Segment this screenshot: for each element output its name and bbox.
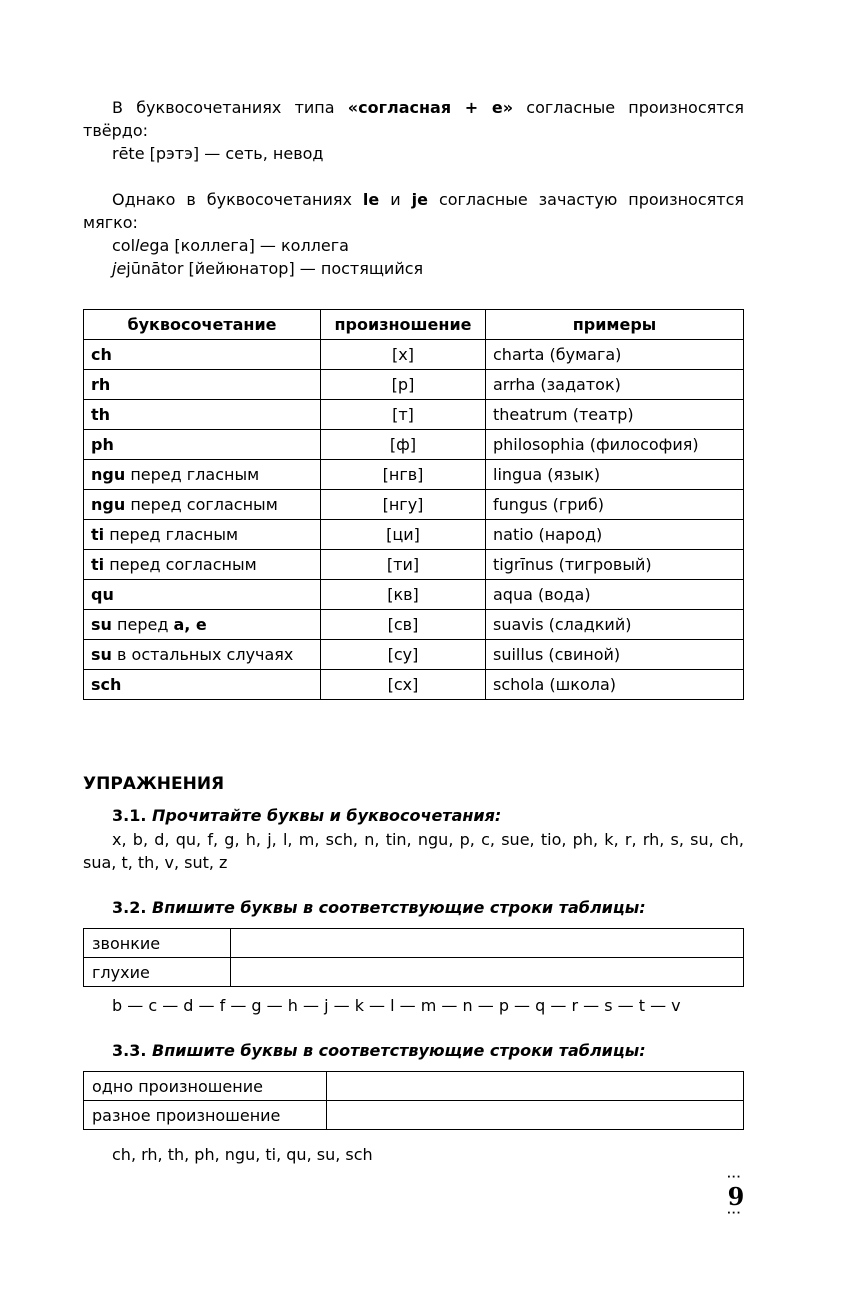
cell-combination	[84, 490, 321, 520]
exercise-number: 3.1.	[112, 806, 147, 825]
bold-text: «согласная + e»	[347, 98, 514, 117]
cell-combination	[84, 400, 321, 430]
combination-letters: su	[91, 645, 112, 664]
cell-pronunciation: [р]	[321, 370, 486, 400]
page-number-dots-top: ···	[727, 1172, 742, 1183]
text: jūnātor [йейюнатор] — постящийся	[126, 259, 424, 278]
row-label-varied: разное произношение	[84, 1101, 327, 1130]
letter-combinations-table	[83, 309, 744, 700]
cell-example: arrha (задаток)	[486, 370, 744, 400]
cell-example: tigrīnus (тигровый)	[486, 550, 744, 580]
example-collega	[112, 234, 349, 257]
page-number-dots-bottom: ···	[727, 1208, 742, 1219]
text: и	[379, 190, 412, 209]
cell-combination	[84, 550, 321, 580]
combination-letters: th	[91, 405, 111, 424]
combination-letters: ngu	[91, 465, 126, 484]
table-row	[84, 670, 744, 700]
text: согласные произносятся твёрдо:	[83, 98, 745, 140]
cell-pronunciation: [ци]	[321, 520, 486, 550]
exercise-3-3-title	[112, 1041, 646, 1060]
answer-cell-voiced[interactable]	[231, 929, 744, 958]
exercise-number: 3.3.	[112, 1041, 147, 1060]
cell-pronunciation: [кв]	[321, 580, 486, 610]
cell-pronunciation: [х]	[321, 340, 486, 370]
table-row	[84, 580, 744, 610]
cell-example: charta (бумага)	[486, 340, 744, 370]
header-examples: примеры	[486, 310, 744, 340]
italic-text: je	[112, 259, 127, 278]
combination-letters: sch	[91, 675, 122, 694]
answer-cell-single[interactable]	[327, 1072, 744, 1101]
cell-example: philosophia (философия)	[486, 430, 744, 460]
exercise-3-2-table	[83, 928, 744, 987]
cell-combination	[84, 430, 321, 460]
exercise-instruction: Впишите буквы в соответствующие строки таблицы:	[152, 1041, 646, 1060]
table-row	[84, 490, 744, 520]
cell-combination	[84, 460, 321, 490]
exercise-instruction: Прочитайте буквы и буквосочетания:	[152, 806, 502, 825]
answer-cell-varied[interactable]	[327, 1101, 744, 1130]
combination-letters: ti	[91, 555, 105, 574]
italic-text: le	[135, 236, 150, 255]
combination-letters: ti	[91, 525, 105, 544]
exercises-heading: УПРАЖНЕНИЯ	[83, 774, 225, 794]
exercise-3-3-letters: ch, rh, th, ph, ngu, ti, qu, su, sch	[112, 1145, 373, 1164]
header-combination: буквосочетание	[84, 310, 321, 340]
table-row	[84, 340, 744, 370]
cell-pronunciation: [св]	[321, 610, 486, 640]
table-header-row	[84, 310, 744, 340]
combination-condition: перед согласным	[104, 555, 257, 574]
exercise-3-1-text: x, b, d, qu, f, g, h, j, l, m, sch, n, tin, ngu, p, c, sue, tio, ph, k, r, rh, s, su, ch, sua, t, th, v, sut, z	[83, 830, 744, 872]
exercise-3-1-title	[112, 806, 501, 825]
combination-letters: su	[91, 615, 112, 634]
table-row	[84, 958, 744, 987]
cell-combination	[84, 340, 321, 370]
cell-pronunciation: [ти]	[321, 550, 486, 580]
combination-condition-bold: a, e	[173, 615, 207, 634]
text: col	[112, 236, 136, 255]
cell-combination	[84, 670, 321, 700]
cell-combination	[84, 370, 321, 400]
cell-example: lingua (язык)	[486, 460, 744, 490]
combination-letters: qu	[91, 585, 114, 604]
table-row	[84, 929, 744, 958]
example-jejunator	[112, 257, 423, 280]
combination-letters: ph	[91, 435, 114, 454]
table-row	[84, 1072, 744, 1101]
combination-letters: ch	[91, 345, 112, 364]
answer-cell-voiceless[interactable]	[231, 958, 744, 987]
cell-pronunciation: [ф]	[321, 430, 486, 460]
text: согласные зачастую произносятся мягко:	[83, 190, 745, 232]
text: В буквосочетаниях типа	[112, 98, 348, 117]
cell-example: natio (народ)	[486, 520, 744, 550]
combination-condition: перед	[111, 615, 174, 634]
combination-condition: перед гласным	[125, 465, 260, 484]
cell-pronunciation: [нгв]	[321, 460, 486, 490]
table-row	[84, 640, 744, 670]
cell-combination	[84, 520, 321, 550]
header-pronunciation: произношение	[321, 310, 486, 340]
combination-condition: в остальных случаях	[111, 645, 294, 664]
text: ga [коллега] — коллега	[149, 236, 349, 255]
exercise-instruction: Впишите буквы в соответствующие строки таблицы:	[152, 898, 646, 917]
cell-pronunciation: [нгу]	[321, 490, 486, 520]
table-row	[84, 370, 744, 400]
combination-letters: rh	[91, 375, 111, 394]
cell-pronunciation: [т]	[321, 400, 486, 430]
cell-example: fungus (гриб)	[486, 490, 744, 520]
intro-paragraph-1	[83, 96, 744, 142]
row-label-voiced: звонкие	[84, 929, 231, 958]
bold-text: le	[362, 190, 380, 209]
cell-example: schola (школа)	[486, 670, 744, 700]
table-row	[84, 610, 744, 640]
cell-example: aqua (вода)	[486, 580, 744, 610]
cell-combination	[84, 580, 321, 610]
page-number: 9	[727, 1182, 745, 1211]
combination-letters: ngu	[91, 495, 126, 514]
cell-example: suavis (сладкий)	[486, 610, 744, 640]
table-row	[84, 400, 744, 430]
text: Однако в буквосочетаниях	[112, 190, 363, 209]
cell-combination	[84, 640, 321, 670]
table-row	[84, 550, 744, 580]
combination-condition: перед гласным	[104, 525, 239, 544]
cell-pronunciation: [сх]	[321, 670, 486, 700]
cell-combination	[84, 610, 321, 640]
table-row	[84, 460, 744, 490]
cell-example: theatrum (театр)	[486, 400, 744, 430]
row-label-single: одно произношение	[84, 1072, 327, 1101]
table-row	[84, 1101, 744, 1130]
exercise-number: 3.2.	[112, 898, 147, 917]
combination-condition: перед согласным	[125, 495, 278, 514]
bold-text: je	[411, 190, 428, 209]
exercise-3-2-title	[112, 898, 646, 917]
cell-example: suillus (свиной)	[486, 640, 744, 670]
table-row	[84, 520, 744, 550]
exercise-3-3-table	[83, 1071, 744, 1130]
exercise-3-2-letters: b — c — d — f — g — h — j — k — l — m — n — p — q — r — s — t — v	[112, 996, 681, 1015]
row-label-voiceless: глухие	[84, 958, 231, 987]
intro-paragraph-2	[83, 188, 744, 234]
table-body	[84, 340, 744, 700]
table-row	[84, 430, 744, 460]
cell-pronunciation: [су]	[321, 640, 486, 670]
example-rete: rēte [рэтэ] — сеть, невод	[112, 144, 324, 163]
